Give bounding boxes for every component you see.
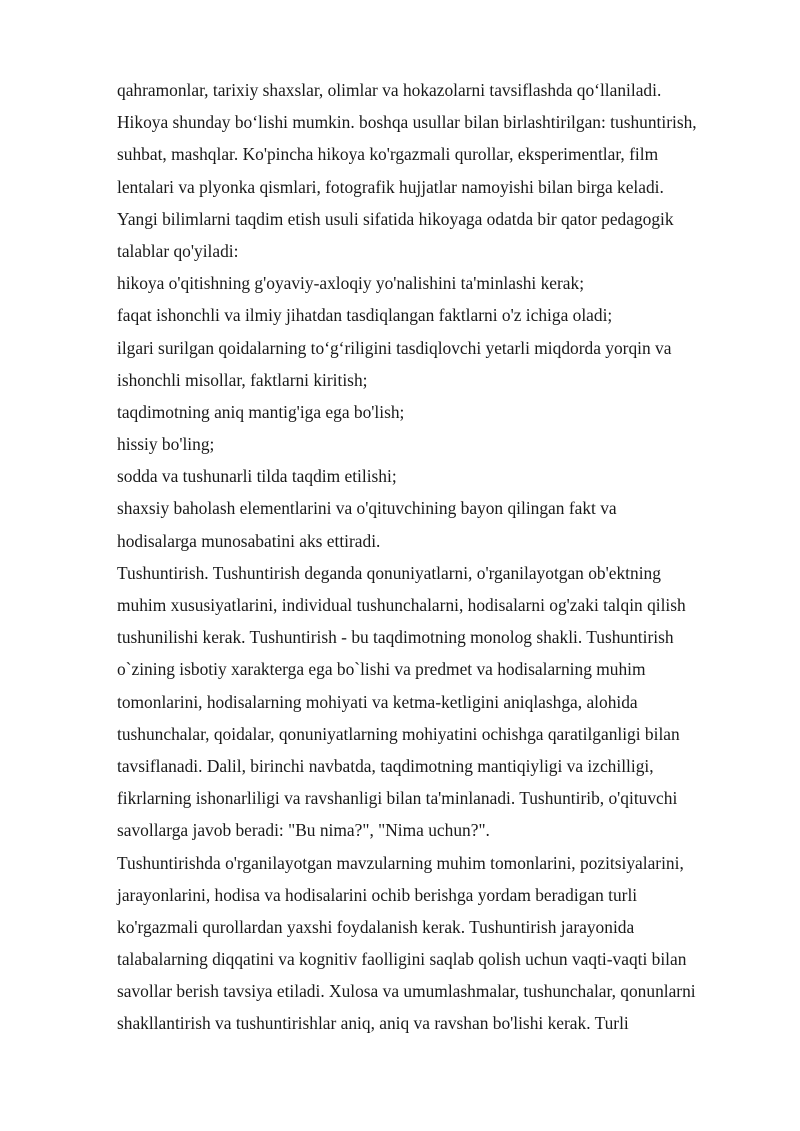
text-line: hikoya o'qitishning g'oyaviy-axloqiy yo'nalishini ta'minlashi kerak; [117, 273, 585, 294]
text-line: taqdimotning aniq mantig'iga ega bo'lish; [117, 401, 405, 422]
text-line: savollar berish tavsiya etiladi. Xulosa va umumlashmalar, tushunchalar, qonunlarni [117, 981, 696, 1002]
text-line: sodda va tushunarli tilda taqdim etilishi; [117, 466, 397, 487]
text-line: ilgari surilgan qoidalarning to‘g‘riligini tasdiqlovchi yetarli miqdorda yorqin va [117, 337, 672, 358]
text-line: tomonlarini, hodisalarning mohiyati va ketma-ketligini aniqlashga, alohida [117, 691, 638, 712]
text-line: tushunchalar, qoidalar, qonuniyatlarning mohiyatini ochishga qaratilganligi bilan [117, 723, 680, 744]
text-line: qahramonlar, tarixiy shaxslar, olimlar va hokazolarni tavsiflashda qo‘llaniladi. [117, 80, 662, 100]
text-line: ishonchli misollar, faktlarni kiritish; [117, 369, 368, 390]
text-line: talablar qo'yiladi: [117, 240, 239, 261]
text-line: suhbat, mashqlar. Ko'pincha hikoya ko'rgazmali qurollar, eksperimentlar, film [117, 144, 659, 165]
text-line: shaxsiy baholash elementlarini va o'qituvchining bayon qilingan fakt va [117, 498, 617, 519]
text-line: Tushuntirishda o'rganilayotgan mavzularning muhim tomonlarini, pozitsiyalarini, [117, 852, 684, 873]
text-line: Hikoya shunday bo‘lishi mumkin. boshqa usullar bilan birlashtirilgan: tushuntirish, [117, 112, 697, 133]
text-line: shakllantirish va tushuntirishlar aniq, aniq va ravshan bo'lishi kerak. Turli [117, 1013, 629, 1034]
text-line: jarayonlarini, hodisa va hodisalarini ochib berishga yordam beradigan turli [117, 884, 638, 905]
text-line: muhim xususiyatlarini, individual tushunchalarni, hodisalarni og'zaki talqin qilish [117, 595, 686, 615]
text-line: savollarga javob beradi: "Bu nima?", "Nima uchun?". [117, 820, 490, 841]
text-line: hodisalarga munosabatini aks ettiradi. [117, 530, 381, 551]
text-line: hissiy bo'ling; [117, 434, 215, 455]
text-line: faqat ishonchli va ilmiy jihatdan tasdiqlangan faktlarni o'z ichiga oladi; [117, 305, 613, 326]
text-line: lentalari va plyonka qismlari, fotografik hujjatlar namoyishi bilan birga keladi. [117, 176, 664, 197]
body-text [117, 74, 757, 1040]
text-line: tushunilishi kerak. Tushuntirish - bu taqdimotning monolog shakli. Tushuntirish [117, 627, 674, 648]
text-line: fikrlarning ishonarliligi va ravshanligi bilan ta'minlanadi. Tushuntirib, o'qituvchi [117, 788, 678, 809]
text-line: Yangi bilimlarni taqdim etish usuli sifatida hikoyaga odatda bir qator pedagogik [117, 208, 674, 229]
text-line: talabalarning diqqatini va kognitiv faolligini saqlab qolish uchun vaqti-vaqti bilan [117, 949, 687, 970]
text-line: Tushuntirish. Tushuntirish deganda qonuniyatlarni, o'rganilayotgan ob'ektning [117, 562, 661, 583]
text-line: tavsiflanadi. Dalil, birinchi navbatda, taqdimotning mantiqiyligi va izchilligi, [117, 755, 654, 776]
text-line: ko'rgazmali qurollardan yaxshi foydalanish kerak. Tushuntirish jarayonida [117, 916, 635, 937]
text-line: o`zining isbotiy xarakterga ega bo`lishi va predmet va hodisalarning muhim [117, 659, 646, 680]
